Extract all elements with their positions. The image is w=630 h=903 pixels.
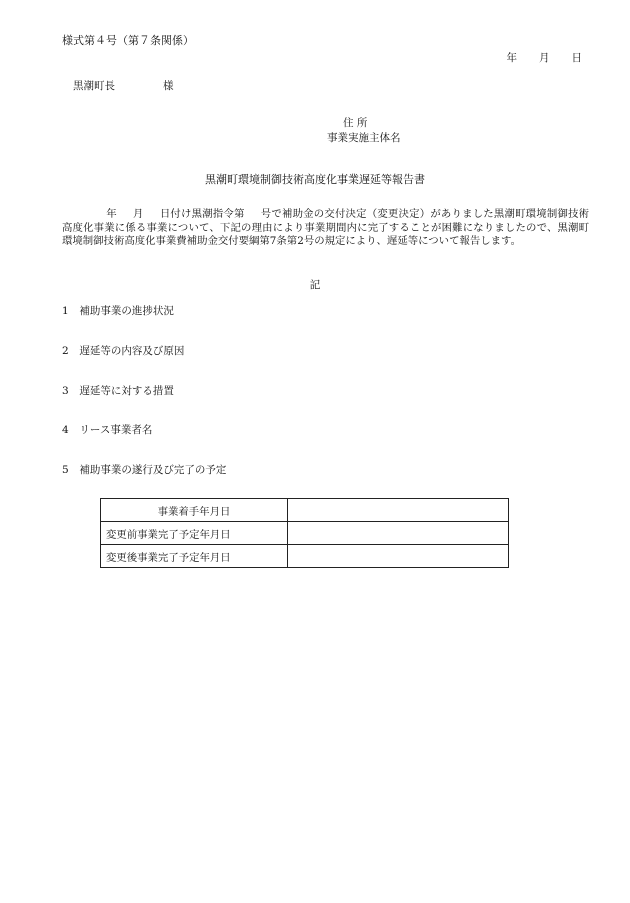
section-delay-reason <box>62 343 184 358</box>
section-progress <box>62 303 174 318</box>
body-part2: 号で補助金の交付決定（変更決定）がありました黒潮町環境制御技術高度化事業に係る事業について、下記の理由により事業期間内に完了することが困難になりましたので、黒潮町環境制御技術高度化事業費補助金交付要綱第7条第2号の規定により、遅延等について報告します。 <box>62 208 590 247</box>
date-month-label: 月 <box>539 52 550 64</box>
form-number: 様式第４号（第７条関係） <box>62 34 194 47</box>
section-label: 補助事業の進捗状況 <box>79 305 174 317</box>
section-number: 2 <box>62 345 69 357</box>
table-cell-value[interactable] <box>288 499 509 522</box>
body-year: 年 <box>106 208 117 220</box>
date-year-label: 年 <box>506 52 517 64</box>
section-schedule <box>62 462 226 477</box>
addressee-honorific: 様 <box>163 80 174 92</box>
addressee-name: 黒潮町長 <box>73 80 115 92</box>
section-number: 3 <box>62 385 69 397</box>
section-number: 1 <box>62 305 69 317</box>
table-row <box>101 499 509 522</box>
address-label: 住 所 <box>343 117 368 129</box>
ki-heading: 記 <box>309 279 321 291</box>
table-cell-label: 変更前事業完了予定年月日 <box>101 522 288 545</box>
date-day-label: 日 <box>571 52 582 64</box>
date-line <box>507 50 583 65</box>
document-title: 黒潮町環境制御技術高度化事業遅延等報告書 <box>205 173 425 186</box>
section-label: 補助事業の遂行及び完了の予定 <box>79 464 227 476</box>
body-month: 月 <box>132 208 144 220</box>
table-cell-label: 事業着手年月日 <box>101 499 288 522</box>
schedule-table <box>100 498 509 568</box>
applicant-block <box>327 116 401 146</box>
section-measures <box>62 383 174 398</box>
section-label: リース事業者名 <box>79 424 153 436</box>
table-row <box>101 545 509 568</box>
entity-label: 事業実施主体名 <box>327 132 401 144</box>
table-cell-value[interactable] <box>288 522 509 545</box>
section-number: 5 <box>62 464 69 476</box>
section-number: 4 <box>62 424 69 436</box>
table-cell-label: 変更後事業完了予定年月日 <box>101 545 288 568</box>
table-row <box>101 522 509 545</box>
body-paragraph <box>62 208 589 249</box>
addressee <box>73 78 174 93</box>
section-label: 遅延等に対する措置 <box>79 385 174 397</box>
table-cell-value[interactable] <box>288 545 509 568</box>
section-lease-company <box>62 422 152 437</box>
section-label: 遅延等の内容及び原因 <box>79 345 185 357</box>
body-part1: 日付け黒潮指令第 <box>159 208 245 220</box>
